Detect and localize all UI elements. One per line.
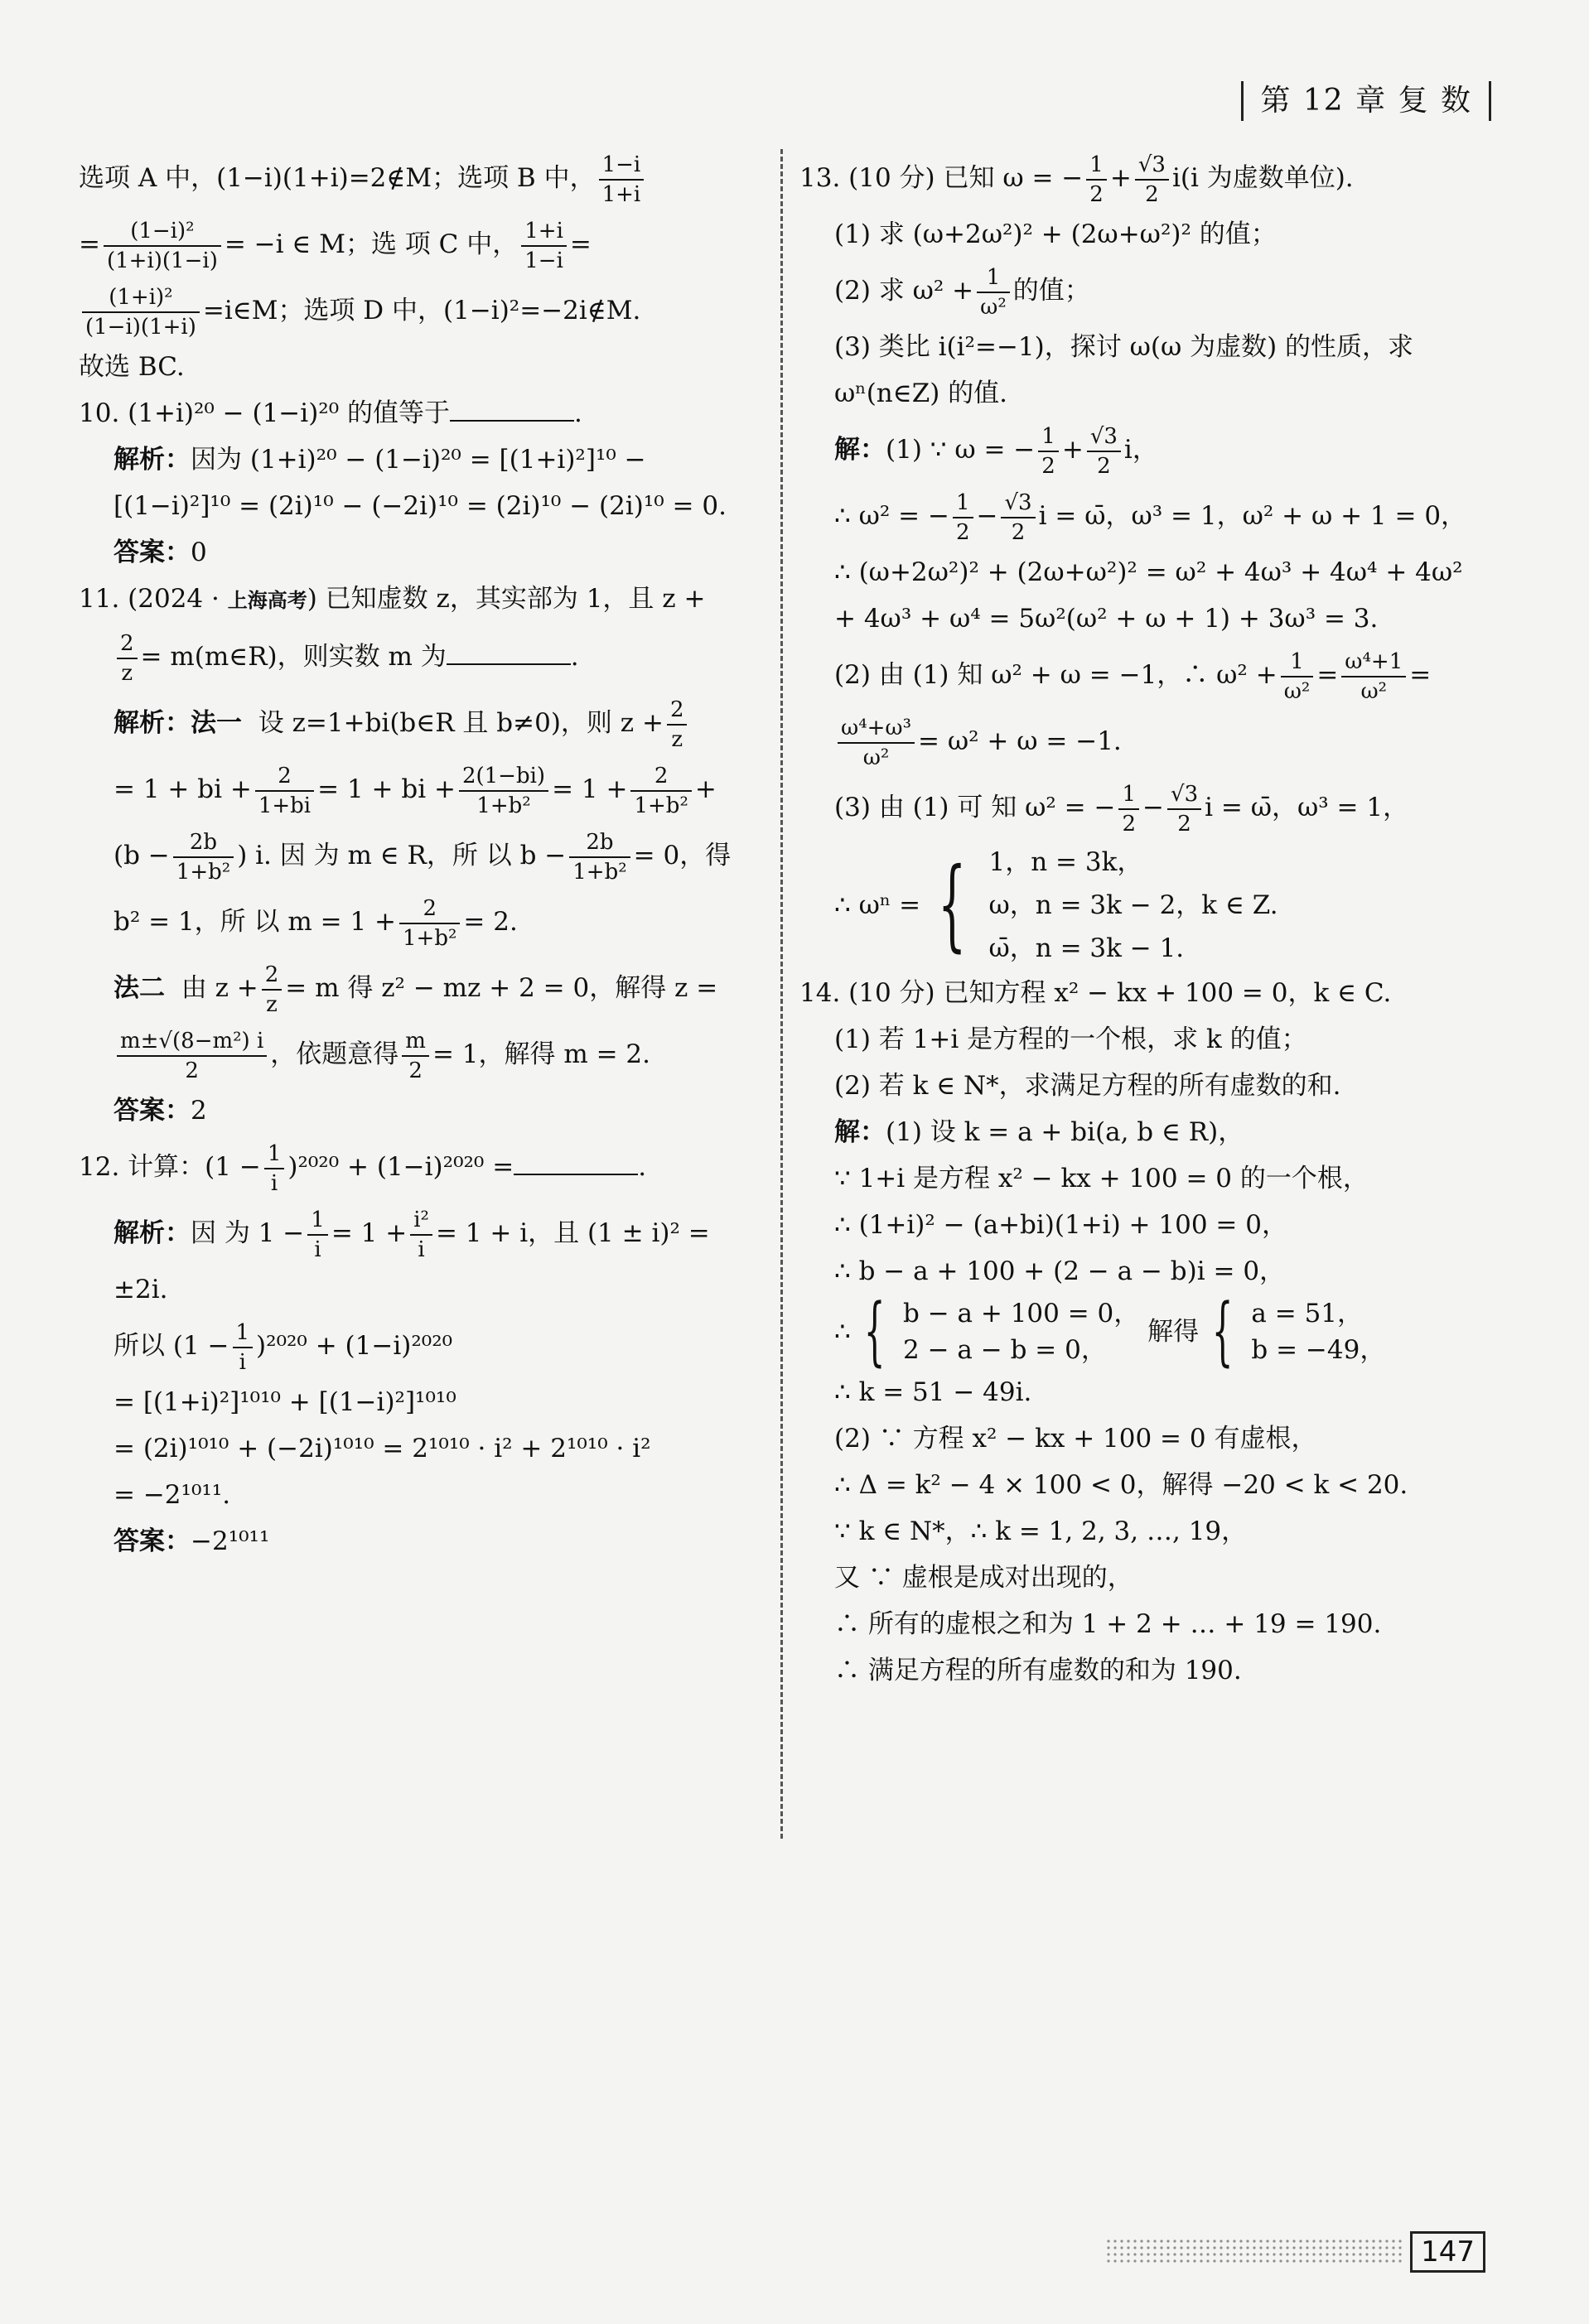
question-14: 14. (10 分) 已知方程 x² − kx + 100 = 0，k ∈ C.	[799, 978, 1392, 1008]
solution-line: (3) 由 (1) 可 知 ω² = − $\frac{1}{2}$ − $\frac{√3}{2}$ i = ω̄，ω³ = 1，	[834, 781, 1409, 837]
text-line: 故选 BC.	[79, 352, 185, 382]
answer-blank	[450, 395, 574, 422]
solution-line: ∴ 所有的虚根之和为 1 + 2 + … + 19 = 190.	[834, 1609, 1382, 1639]
answer-blank	[447, 639, 571, 665]
solution-line: 解析：因为 (1+i)²⁰ − (1−i)²⁰ = [(1+i)²]¹⁰ −	[114, 445, 646, 475]
text-line: 选项 A 中，(1−i)(1+i)=2∉M；选项 B 中， $\frac{1-i}{1+i}$	[79, 145, 758, 211]
fraction: $\frac{\text{(1−i)²}}{(1+i)(1-i)}$	[104, 217, 221, 275]
fraction: $\frac{1+i}{1-i}$	[521, 217, 567, 275]
dot-pattern	[1105, 2238, 1403, 2266]
solution-line: (2) 由 (1) 知 ω² + ω = −1，∴ ω² + $\frac{1}{\text{ω²}}$ = $\frac{\text{ω⁴+1}}{\text{ω²}}$ =	[834, 649, 1432, 704]
text-line: (2) 若 k ∈ N*，求满足方程的所有虚数的和.	[834, 1071, 1341, 1101]
solution-line: + 4ω³ + ω⁴ = 5ω²(ω² + ω + 1) + 3ω³ = 3.	[834, 604, 1379, 634]
answer-blank	[514, 1149, 638, 1175]
question-13: 13. (10 分) 已知 ω = − $\frac{1}{2}$ + $\frac{√3}{2}$ i(i 为虚数单位).	[799, 152, 1354, 207]
solution-line: 解析：法一 设 z=1+bi(b∈R 且 b≠0)，则 z + $\frac{2}{z}$	[79, 690, 758, 756]
solution-line: ∴ 满足方程的所有虚数的和为 190.	[834, 1656, 1242, 1685]
column-divider	[780, 149, 783, 1839]
left-brace: {	[938, 847, 967, 962]
solution-line: (b − $\frac{2b}{\text{1+b²}}$ ) i. 因 为 m ∈ R，所 以 b − $\frac{2b}{\text{1+b²}}$ = 0，得	[114, 829, 732, 885]
solution-line: = (2i)¹⁰¹⁰ + (−2i)¹⁰¹⁰ = 2¹⁰¹⁰ · i² + 2¹⁰¹⁰ · i²	[114, 1434, 651, 1463]
solution-line: [(1−i)²]¹⁰ = (2i)¹⁰ − (−2i)¹⁰ = (2i)¹⁰ − (2i)¹⁰ = 0.	[114, 491, 727, 521]
question-11: 11. (2024 · 上海高考) 已知虚数 z，其实部为 1，且 z +	[79, 584, 706, 614]
answer-line: 答案：−2¹⁰¹¹	[114, 1526, 270, 1556]
solution-line: $\frac{\text{m±√(8−m²) i}}{2}$ ，依题意得 $\frac{m}{2}$ = 1，解得 m = 2.	[79, 1021, 758, 1087]
fraction: $\frac{2}{z}$	[667, 696, 688, 754]
text-line: (3) 类比 i(i²=−1)，探讨 ω(ω 为虚数) 的性质，求	[834, 332, 1414, 362]
fraction: $\frac{2}{z}$	[117, 629, 138, 687]
text-line: (1) 求 (ω+2ω²)² + (2ω+ω²)² 的值；	[834, 219, 1277, 249]
solution-line: ∴ b − a + 100 + (2 − a − b)i = 0，	[834, 1256, 1286, 1286]
equation-system: ∴ { b − a + 100 = 0， 2 − a − b = 0， 解得 { a = 51， b = −49，	[834, 1288, 1386, 1375]
solution-line: ∴ ω² = − $\frac{1}{2}$ − $\frac{√3}{2}$ i = ω̄，ω³ = 1，ω² + ω + 1 = 0，	[834, 489, 1467, 545]
solution-line: 解析：因 为 1 − $\frac{1}{i}$ = 1 + $\frac{\text{i²}}{i}$ = 1 + i，且 (1 ± i)² =	[114, 1207, 710, 1262]
page-number: 147	[1410, 2231, 1485, 2273]
solution-line: = 1 + bi + $\frac{2}{1+bi}$ = 1 + bi + $\frac{2(1-bi)}{\text{1+b²}}$ = 1 + $\frac{2}{\text{1+b²}}$ +	[114, 763, 717, 818]
solution-line: ∴ (ω+2ω²)² + (2ω+ω²)² = ω² + 4ω³ + 4ω⁴ + 4ω²	[834, 557, 1463, 587]
solution-line: b² = 1，所 以 m = 1 + $\frac{2}{\text{1+b²}}$ = 2.	[114, 895, 518, 951]
piecewise-result: ∴ ωⁿ = { 1，n = 3k， ω，n = 3k − 2，k ∈ Z. ω̄，n = 3k − 1.	[834, 847, 1278, 963]
solution-line: 又 ∵ 虚根是成对出现的，	[834, 1563, 1133, 1593]
text-line: (1) 若 1+i 是方程的一个根，求 k 的值；	[834, 1025, 1307, 1054]
solution-line: ∴ (1+i)² − (a+bi)(1+i) + 100 = 0，	[834, 1210, 1287, 1240]
solution-line: ∵ k ∈ N*，∴ k = 1, 2, 3, …, 19，	[834, 1516, 1248, 1546]
solution-line: ∵ 1+i 是方程 x² − kx + 100 = 0 的一个根，	[834, 1164, 1369, 1193]
text-line: = $\frac{\text{(1−i)²}}{(1+i)(1-i)}$ = −i ∈ M；选 项 C 中， $\frac{1+i}{1-i}$ =	[79, 218, 592, 273]
solution-line: 解：(1) ∵ ω = − $\frac{1}{2}$ + $\frac{√3}{2}$ i，	[834, 423, 1158, 479]
chapter-header: 第 12 章 复 数	[1241, 81, 1491, 121]
fraction: $\frac{1-i}{1+i}$	[599, 151, 645, 209]
text-line: ωⁿ(n∈Z) 的值.	[834, 378, 1008, 408]
page-footer	[1105, 2231, 1485, 2273]
text-line: $\frac{2}{z}$ = m(m∈R)，则实数 m 为 .	[79, 624, 758, 690]
text-line: $\frac{\text{(1+i)²}}{(1-i)(1+i)}$ =i∈M；选项 D 中，(1−i)²=−2i∉M.	[79, 277, 758, 344]
solution-line: ∴ k = 51 − 49i.	[834, 1377, 1032, 1407]
source-tag: 上海高考	[227, 589, 307, 612]
solution-line: (2) ∵ 方程 x² − kx + 100 = 0 有虚根，	[834, 1424, 1317, 1454]
right-column	[799, 145, 1487, 1694]
solution-line: = −2¹⁰¹¹.	[114, 1480, 231, 1510]
solution-line: ±2i.	[114, 1275, 168, 1304]
solution-line: ∴ Δ = k² − 4 × 100 < 0，解得 −20 < k < 20.	[834, 1470, 1408, 1500]
solution-line: = [(1+i)²]¹⁰¹⁰ + [(1−i)²]¹⁰¹⁰	[114, 1387, 456, 1417]
left-column	[79, 145, 758, 1565]
solution-line: $\frac{\text{ω⁴+ω³}}{\text{ω²}}$ = ω² + ω = −1.	[799, 708, 1487, 774]
answer-line: 答案：2	[114, 1096, 207, 1126]
question-12: 12. 计算：(1 − $\frac{1}{i}$ )²⁰²⁰ + (1−i)²⁰²⁰ = .	[79, 1140, 647, 1196]
solution-line: 法二 由 z + $\frac{2}{z}$ = m 得 z² − mz + 2 = 0，解得 z =	[114, 962, 718, 1017]
solution-line: 所以 (1 − $\frac{1}{i}$ )²⁰²⁰ + (1−i)²⁰²⁰	[114, 1319, 453, 1375]
solution-line: 解：(1) 设 k = a + bi(a, b ∈ R)，	[834, 1117, 1244, 1147]
answer-line: 答案：0	[114, 538, 207, 567]
text-line: (2) 求 ω² + $\frac{1}{\text{ω²}}$ 的值；	[834, 264, 1090, 320]
question-10: 10. (1+i)²⁰ − (1−i)²⁰ 的值等于 .	[79, 390, 758, 436]
fraction: $\frac{\text{(1+i)²}}{(1-i)(1+i)}$	[82, 283, 200, 341]
